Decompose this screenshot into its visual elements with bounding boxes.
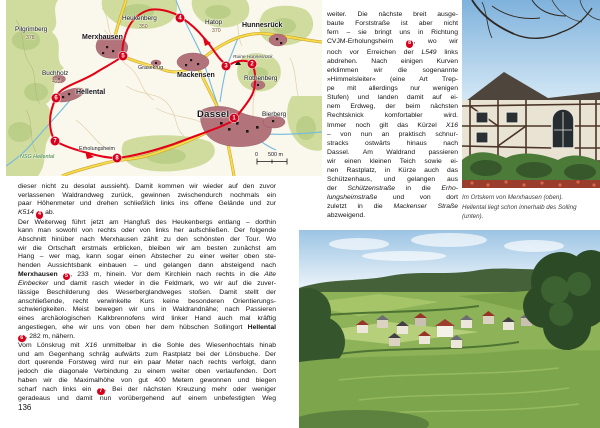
map-label: Hellental	[76, 89, 106, 96]
text-line	[327, 111, 458, 120]
text-line	[18, 306, 276, 315]
photo-caption	[462, 193, 600, 222]
text-segment: Der Weiterweg führt jetzt am Hangfuß des Heukenbergs entlang – dorthin	[18, 218, 276, 226]
text-segment: scharf nach links ein	[18, 385, 97, 393]
text-segment: pe mit allerdings nur wenigen	[327, 85, 458, 93]
text-line	[18, 351, 276, 360]
map-label: 350	[139, 24, 148, 30]
map-label: NSG Hellental	[20, 154, 55, 160]
text-line	[18, 271, 276, 281]
waypoint-badge: 4	[36, 211, 44, 219]
text-line	[18, 209, 276, 219]
text-line	[327, 102, 458, 111]
text-line	[327, 121, 458, 130]
text-line	[18, 280, 276, 289]
text-segment: dort querende Forstweg wird nur ein paar Meter nach rechts verfolgt, dann	[18, 359, 276, 367]
text-line	[18, 236, 276, 245]
text-segment: Dassel. Am Waldrand passieren	[327, 148, 458, 156]
text-line	[18, 395, 276, 404]
text-segment: X16	[445, 121, 458, 129]
text-segment: und von dort	[377, 194, 458, 202]
text-segment: , 233 m, hinein. Vor dem Kirchlein nach rechts in die	[70, 270, 265, 278]
map-label: Grasekrug	[138, 65, 164, 71]
photo-hellental-village	[299, 230, 600, 428]
text-line	[18, 359, 276, 368]
page-number: 136	[18, 403, 32, 412]
text-line	[18, 219, 276, 228]
text-line	[18, 192, 276, 201]
text-line	[327, 57, 458, 66]
text-segment: henden Aussichtsbank einbauen – und gelangen dann absteigend nach	[18, 262, 276, 270]
map-label: Buchholz	[42, 70, 69, 77]
text-segment: geradeaus und damit nun vorübergehend auf einem unbefestigten Weg	[18, 395, 276, 403]
text-segment: lungsheimstraße	[327, 194, 378, 202]
map-label: Erholungsheim	[79, 146, 115, 152]
text-line	[327, 66, 458, 75]
text-line	[327, 48, 458, 57]
text-line	[18, 245, 276, 254]
text-line	[327, 139, 458, 148]
text-segment: Vom Lönskrug mit	[18, 342, 85, 350]
text-segment: nem Erdweg, der beim nächsten	[327, 103, 458, 111]
map-label: 500 m	[268, 152, 283, 158]
map-label: Heukenberg	[122, 15, 157, 22]
text-segment: wir die Ortschaft erstmals erblicken, bleiben wir am besten zunächst am	[18, 244, 276, 252]
text-line	[18, 315, 276, 324]
map-label: Hatop	[205, 19, 223, 26]
text-line	[327, 184, 458, 193]
text-segment: . Bei der nächsten Kreuzung mehr oder weniger	[104, 385, 277, 393]
text-segment: CVJM-Erholungsheim	[327, 38, 406, 46]
text-segment: und am Gegenhang schräg aufwärts zum Rastplatz bei der Lönsbuche. Der	[18, 350, 276, 358]
text-segment: erklimmen wir die sogenannte	[327, 66, 458, 74]
photo-merxhausen-graphic	[462, 0, 600, 188]
waypoint-badge: 7	[97, 388, 105, 396]
map-waypoint-marker: 3	[222, 62, 231, 71]
text-segment: – von nun an praktisch schnur-	[327, 130, 458, 138]
hiking-map	[6, 0, 322, 176]
map-label: Pilgrimberg	[15, 26, 48, 33]
text-line	[327, 175, 458, 184]
text-line	[327, 202, 458, 211]
text-segment: ab.	[43, 209, 55, 217]
caption-line: Hellental liegt schon innerhalb des Solling	[462, 203, 577, 211]
text-line	[327, 84, 458, 93]
text-line	[327, 28, 458, 37]
text-line	[18, 200, 276, 209]
text-line	[327, 75, 458, 84]
text-segment: Stufen) und landen damit auf ei-	[327, 94, 458, 102]
text-line	[327, 10, 458, 19]
text-segment: Schützenstraße	[347, 185, 396, 193]
text-segment: wir einen kleinen Teich sowie ei-	[327, 157, 458, 165]
text-segment: L549	[421, 48, 437, 56]
map-label: 370	[212, 28, 221, 34]
text-segment: »Himmelsleiter« (eine Art Trep-	[327, 76, 458, 84]
text-line	[18, 262, 276, 271]
article-right	[327, 10, 458, 221]
text-segment: X16	[84, 342, 98, 350]
text-line	[327, 166, 458, 175]
text-segment: verlassenen Waldrandweg zurück, gewinnen zwischendurch nochmals ein	[18, 191, 276, 199]
text-segment: abzweigend.	[327, 212, 366, 220]
map-label: Hunnesrück	[242, 22, 283, 29]
map-label: Bierberg	[262, 111, 287, 118]
text-segment: Einbecker	[18, 280, 49, 288]
text-line	[327, 130, 458, 139]
text-line	[327, 157, 458, 166]
text-segment: schwierigkeiten. Meist bewegen wir uns in Waldrandnähe; nach Passieren	[18, 306, 276, 314]
text-segment: links	[436, 48, 458, 56]
text-segment: Abschnitt hinüber nach Merxhausen zählt zu den schönsten der Tour. Wo	[18, 236, 276, 244]
caption-line: (unten).	[462, 213, 484, 221]
text-segment: , 282 m, nähern.	[25, 332, 75, 340]
text-line	[18, 227, 276, 236]
text-line	[327, 37, 458, 48]
text-line	[327, 93, 458, 102]
map-waypoint-marker: 1	[230, 114, 239, 123]
text-segment: Mackenser Straße	[393, 203, 459, 211]
text-segment: baute Forststraße ist aber nicht	[327, 20, 458, 28]
photo-hellental-graphic	[299, 230, 600, 428]
map-waypoint-marker: 8	[113, 154, 122, 163]
text-segment: noch vor Erreichen der	[327, 48, 422, 56]
text-line	[18, 289, 276, 298]
text-line	[18, 253, 276, 262]
text-line	[18, 183, 276, 192]
text-line	[18, 377, 276, 386]
text-segment: unmittelbar in die Sohle des Wiesenhochtals hinab	[97, 342, 277, 350]
text-segment: weiter. Die nächste breit ausge-	[327, 11, 458, 18]
text-segment: stracks ostwärts hinaus nach	[327, 139, 458, 147]
text-line	[327, 19, 458, 28]
text-segment: Hellental	[247, 323, 276, 331]
map-label: 422	[52, 79, 61, 85]
text-line	[18, 368, 276, 377]
text-segment: angestiegen, ehe wir uns von oben her dem hübschen Sollingort	[18, 323, 248, 331]
map-label: 0	[255, 152, 258, 158]
text-segment: Merxhausen	[18, 270, 63, 278]
text-segment: paar Höhenmeter und drehen schließlich links ins offene Gelände und zur	[18, 200, 276, 208]
text-segment: kann man sowohl von rechts oder von links her aufschließen. Der folgende	[18, 227, 276, 235]
text-line	[327, 211, 458, 220]
map-label: Merxhausen	[82, 34, 123, 41]
text-segment: K514	[18, 209, 36, 217]
map-waypoint-marker: 5	[119, 52, 128, 61]
text-segment: Hang – wer mag, kann sogar einen Abstecher zu einer weiter oben ste-	[18, 253, 276, 261]
text-segment: haben wir die Maximalhöhe von gut 400 Metern gewonnen und biegen	[18, 376, 276, 384]
text-segment: lässige Beschilderung des Weserberglandweges stoßen. Damit stellt der	[18, 289, 276, 297]
map-label: 378	[26, 35, 35, 41]
map-label: Mackensen	[177, 72, 215, 79]
text-line	[327, 193, 458, 202]
text-segment: in die	[395, 185, 442, 193]
map-waypoint-marker: 7	[51, 137, 60, 146]
text-line	[18, 342, 276, 351]
text-segment: abdrehen. Nach einigen Kurven	[327, 57, 458, 65]
text-segment: Immer noch gilt das Kürzel	[327, 121, 446, 129]
text-segment: jedoch die diagonale Verbindung zu einem weiter oben verlaufenden. Dort	[18, 368, 276, 376]
text-segment: nen Rastplatz, in Kürze auch das	[327, 167, 458, 174]
text-segment: anschließende, recht verwinkelte Kurs keine besonderen Orientierungs-	[18, 297, 276, 305]
text-segment: zuletzt in die	[327, 203, 394, 211]
text-line	[18, 298, 276, 307]
text-segment: Erho-	[441, 185, 458, 193]
waypoint-badge: 8	[406, 40, 414, 48]
waypoint-badge: 5	[63, 273, 71, 281]
text-segment: Alte	[264, 270, 276, 278]
text-segment: Schützenhaus, und gelangen aus	[327, 176, 458, 184]
text-segment: , wo wir	[413, 38, 458, 46]
text-line	[327, 148, 458, 157]
text-segment: und damit rasch wieder in die Feldmark, wo wir auf die zuver-	[48, 280, 276, 288]
text-line	[18, 386, 276, 396]
photo-merxhausen-house	[462, 0, 600, 188]
map-waypoint-marker: 2	[248, 60, 257, 69]
text-segment: dieser nicht zu desolat aussieht). Damit kommen wir wieder auf den zuvor	[18, 183, 276, 190]
caption-line: Im Ortskern von Merxhausen (oben).	[462, 194, 564, 201]
map-waypoint-marker: 4	[176, 14, 185, 23]
map-waypoint-marker: 6	[52, 94, 61, 103]
map-label: Dassel	[197, 109, 230, 120]
text-segment: eines archäologischen Kalkbrennofens wird linker Hand auch mal kräftig	[18, 315, 276, 323]
text-segment: fern – sie bringt uns in Richtung	[327, 29, 458, 37]
map-label: Ruine Hunnesrück	[233, 55, 273, 60]
text-line	[18, 333, 276, 343]
text-line	[18, 324, 276, 333]
article-left	[18, 183, 276, 404]
map-label: Rothenberg	[244, 75, 278, 82]
waypoint-badge: 6	[18, 335, 26, 343]
text-segment: der	[327, 185, 348, 193]
text-segment: Rechtsknick komfortabler wird.	[327, 112, 458, 120]
